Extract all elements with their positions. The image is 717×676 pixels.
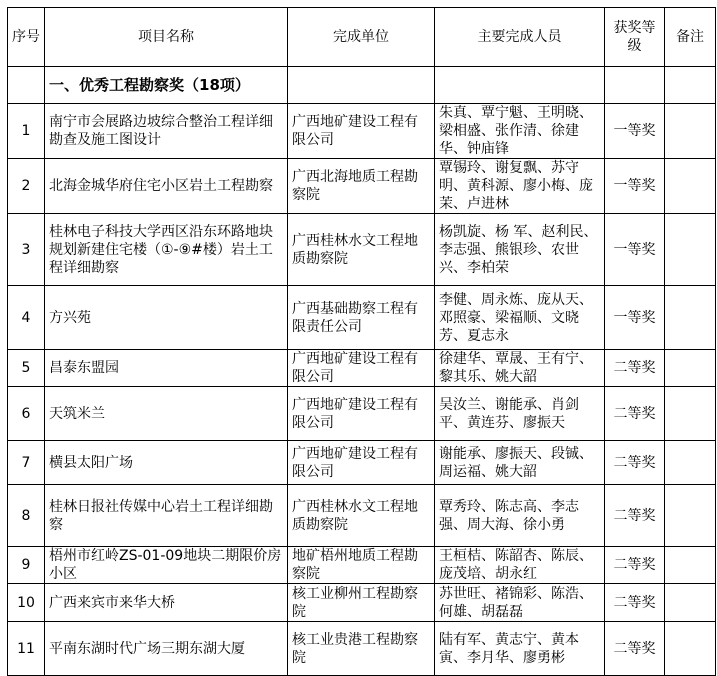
project-name: 昌泰东盟园 <box>45 350 288 387</box>
table-row <box>8 350 716 387</box>
completion-unit: 广西地矿建设工程有限公司 <box>288 441 435 485</box>
project-name: 天筑米兰 <box>45 387 288 441</box>
table-row <box>8 104 716 159</box>
section-empty-cell <box>605 67 665 104</box>
remark <box>665 350 716 387</box>
remark <box>665 485 716 547</box>
completion-unit: 广西地矿建设工程有限公司 <box>288 350 435 387</box>
table-row <box>8 286 716 350</box>
main-personnel: 徐建华、覃晟、王有宁、黎其乐、姚大韶 <box>435 350 605 387</box>
row-number: 7 <box>8 441 45 485</box>
award-level: 二等奖 <box>605 622 665 676</box>
project-name: 桂林日报社传媒中心岩土工程详细勘察 <box>45 485 288 547</box>
main-personnel: 覃锡玲、谢复飘、苏守明、黄科源、廖小梅、庞 茉、卢进林 <box>435 159 605 214</box>
award-level: 二等奖 <box>605 485 665 547</box>
project-name: 梧州市红岭ZS-01-09地块二期限价房小区 <box>45 547 288 584</box>
table-row <box>8 441 716 485</box>
header-award: 获奖等级 <box>605 8 665 67</box>
section-empty-cell <box>288 67 435 104</box>
remark <box>665 159 716 214</box>
main-personnel: 覃秀玲、陈志高、李志强、周大海、徐小勇 <box>435 485 605 547</box>
row-number: 6 <box>8 387 45 441</box>
section-empty-cell <box>665 67 716 104</box>
completion-unit: 核工业柳州工程勘察院 <box>288 584 435 622</box>
project-name: 南宁市会展路边坡综合整治工程详细勘查及施工图设计 <box>45 104 288 159</box>
completion-unit: 广西地矿建设工程有限公司 <box>288 104 435 159</box>
header-no: 序号 <box>8 8 45 67</box>
completion-unit: 广西基础勘察工程有限责任公司 <box>288 286 435 350</box>
header-unit: 完成单位 <box>288 8 435 67</box>
remark <box>665 584 716 622</box>
header-row <box>8 8 716 67</box>
table-row <box>8 584 716 622</box>
awards-table <box>7 7 716 676</box>
award-level: 二等奖 <box>605 350 665 387</box>
project-name: 广西来宾市来华大桥 <box>45 584 288 622</box>
main-personnel: 李健、周永炼、庞从天、邓照豪、梁福顺、文晓芳、夏志永 <box>435 286 605 350</box>
award-level: 二等奖 <box>605 441 665 485</box>
award-level: 二等奖 <box>605 584 665 622</box>
main-personnel: 吴汝兰、谢能承、肖剑平、黄连芬、廖振天 <box>435 387 605 441</box>
table-row <box>8 387 716 441</box>
project-name: 北海金城华府住宅小区岩土工程勘察 <box>45 159 288 214</box>
header-project: 项目名称 <box>45 8 288 67</box>
award-level: 一等奖 <box>605 286 665 350</box>
completion-unit: 广西北海地质工程勘察院 <box>288 159 435 214</box>
section-row <box>8 67 716 104</box>
main-personnel: 陆有军、黄志宁、黄本寅、李月华、廖勇彬 <box>435 622 605 676</box>
completion-unit: 广西地矿建设工程有限公司 <box>288 387 435 441</box>
main-personnel: 朱真、覃宁魁、王明晓、梁相盛、张作清、徐建华、钟庙锋 <box>435 104 605 159</box>
header-people: 主要完成人员 <box>435 8 605 67</box>
remark <box>665 387 716 441</box>
row-number: 10 <box>8 584 45 622</box>
award-level: 二等奖 <box>605 387 665 441</box>
main-personnel: 王桓桔、陈韶杏、陈辰、庞茂培、胡永红 <box>435 547 605 584</box>
project-name: 桂林电子科技大学西区沿东环路地块规划新建住宅楼（①-⑨#楼）岩土工程详细勘察 <box>45 214 288 286</box>
section-empty-cell <box>435 67 605 104</box>
table-row <box>8 547 716 584</box>
table-row <box>8 622 716 676</box>
completion-unit: 广西桂林水文工程地质勘察院 <box>288 485 435 547</box>
award-level: 一等奖 <box>605 159 665 214</box>
row-number: 4 <box>8 286 45 350</box>
table-row <box>8 485 716 547</box>
remark <box>665 286 716 350</box>
project-name: 方兴苑 <box>45 286 288 350</box>
main-personnel: 杨凯旋、杨 军、赵利民、李志强、熊银珍、农世兴、李柏荣 <box>435 214 605 286</box>
award-level: 二等奖 <box>605 547 665 584</box>
row-number: 5 <box>8 350 45 387</box>
section-empty-cell <box>8 67 45 104</box>
award-level: 一等奖 <box>605 214 665 286</box>
row-number: 8 <box>8 485 45 547</box>
project-name: 横县太阳广场 <box>45 441 288 485</box>
award-level: 一等奖 <box>605 104 665 159</box>
remark <box>665 214 716 286</box>
remark <box>665 547 716 584</box>
project-name: 平南东湖时代广场三期东湖大厦 <box>45 622 288 676</box>
main-personnel: 苏世旺、褚锦彩、陈浩、何雄、胡磊磊 <box>435 584 605 622</box>
row-number: 1 <box>8 104 45 159</box>
remark <box>665 441 716 485</box>
completion-unit: 广西桂林水文工程地质勘察院 <box>288 214 435 286</box>
completion-unit: 地矿梧州地质工程勘察院 <box>288 547 435 584</box>
remark <box>665 104 716 159</box>
header-remark: 备注 <box>665 8 716 67</box>
row-number: 9 <box>8 547 45 584</box>
table-row <box>8 159 716 214</box>
row-number: 2 <box>8 159 45 214</box>
section-title: 一、优秀工程勘察奖（18项） <box>45 67 288 104</box>
table-row <box>8 214 716 286</box>
completion-unit: 核工业贵港工程勘察院 <box>288 622 435 676</box>
main-personnel: 谢能承、廖振天、段铖、周运福、姚大韶 <box>435 441 605 485</box>
row-number: 11 <box>8 622 45 676</box>
row-number: 3 <box>8 214 45 286</box>
remark <box>665 622 716 676</box>
